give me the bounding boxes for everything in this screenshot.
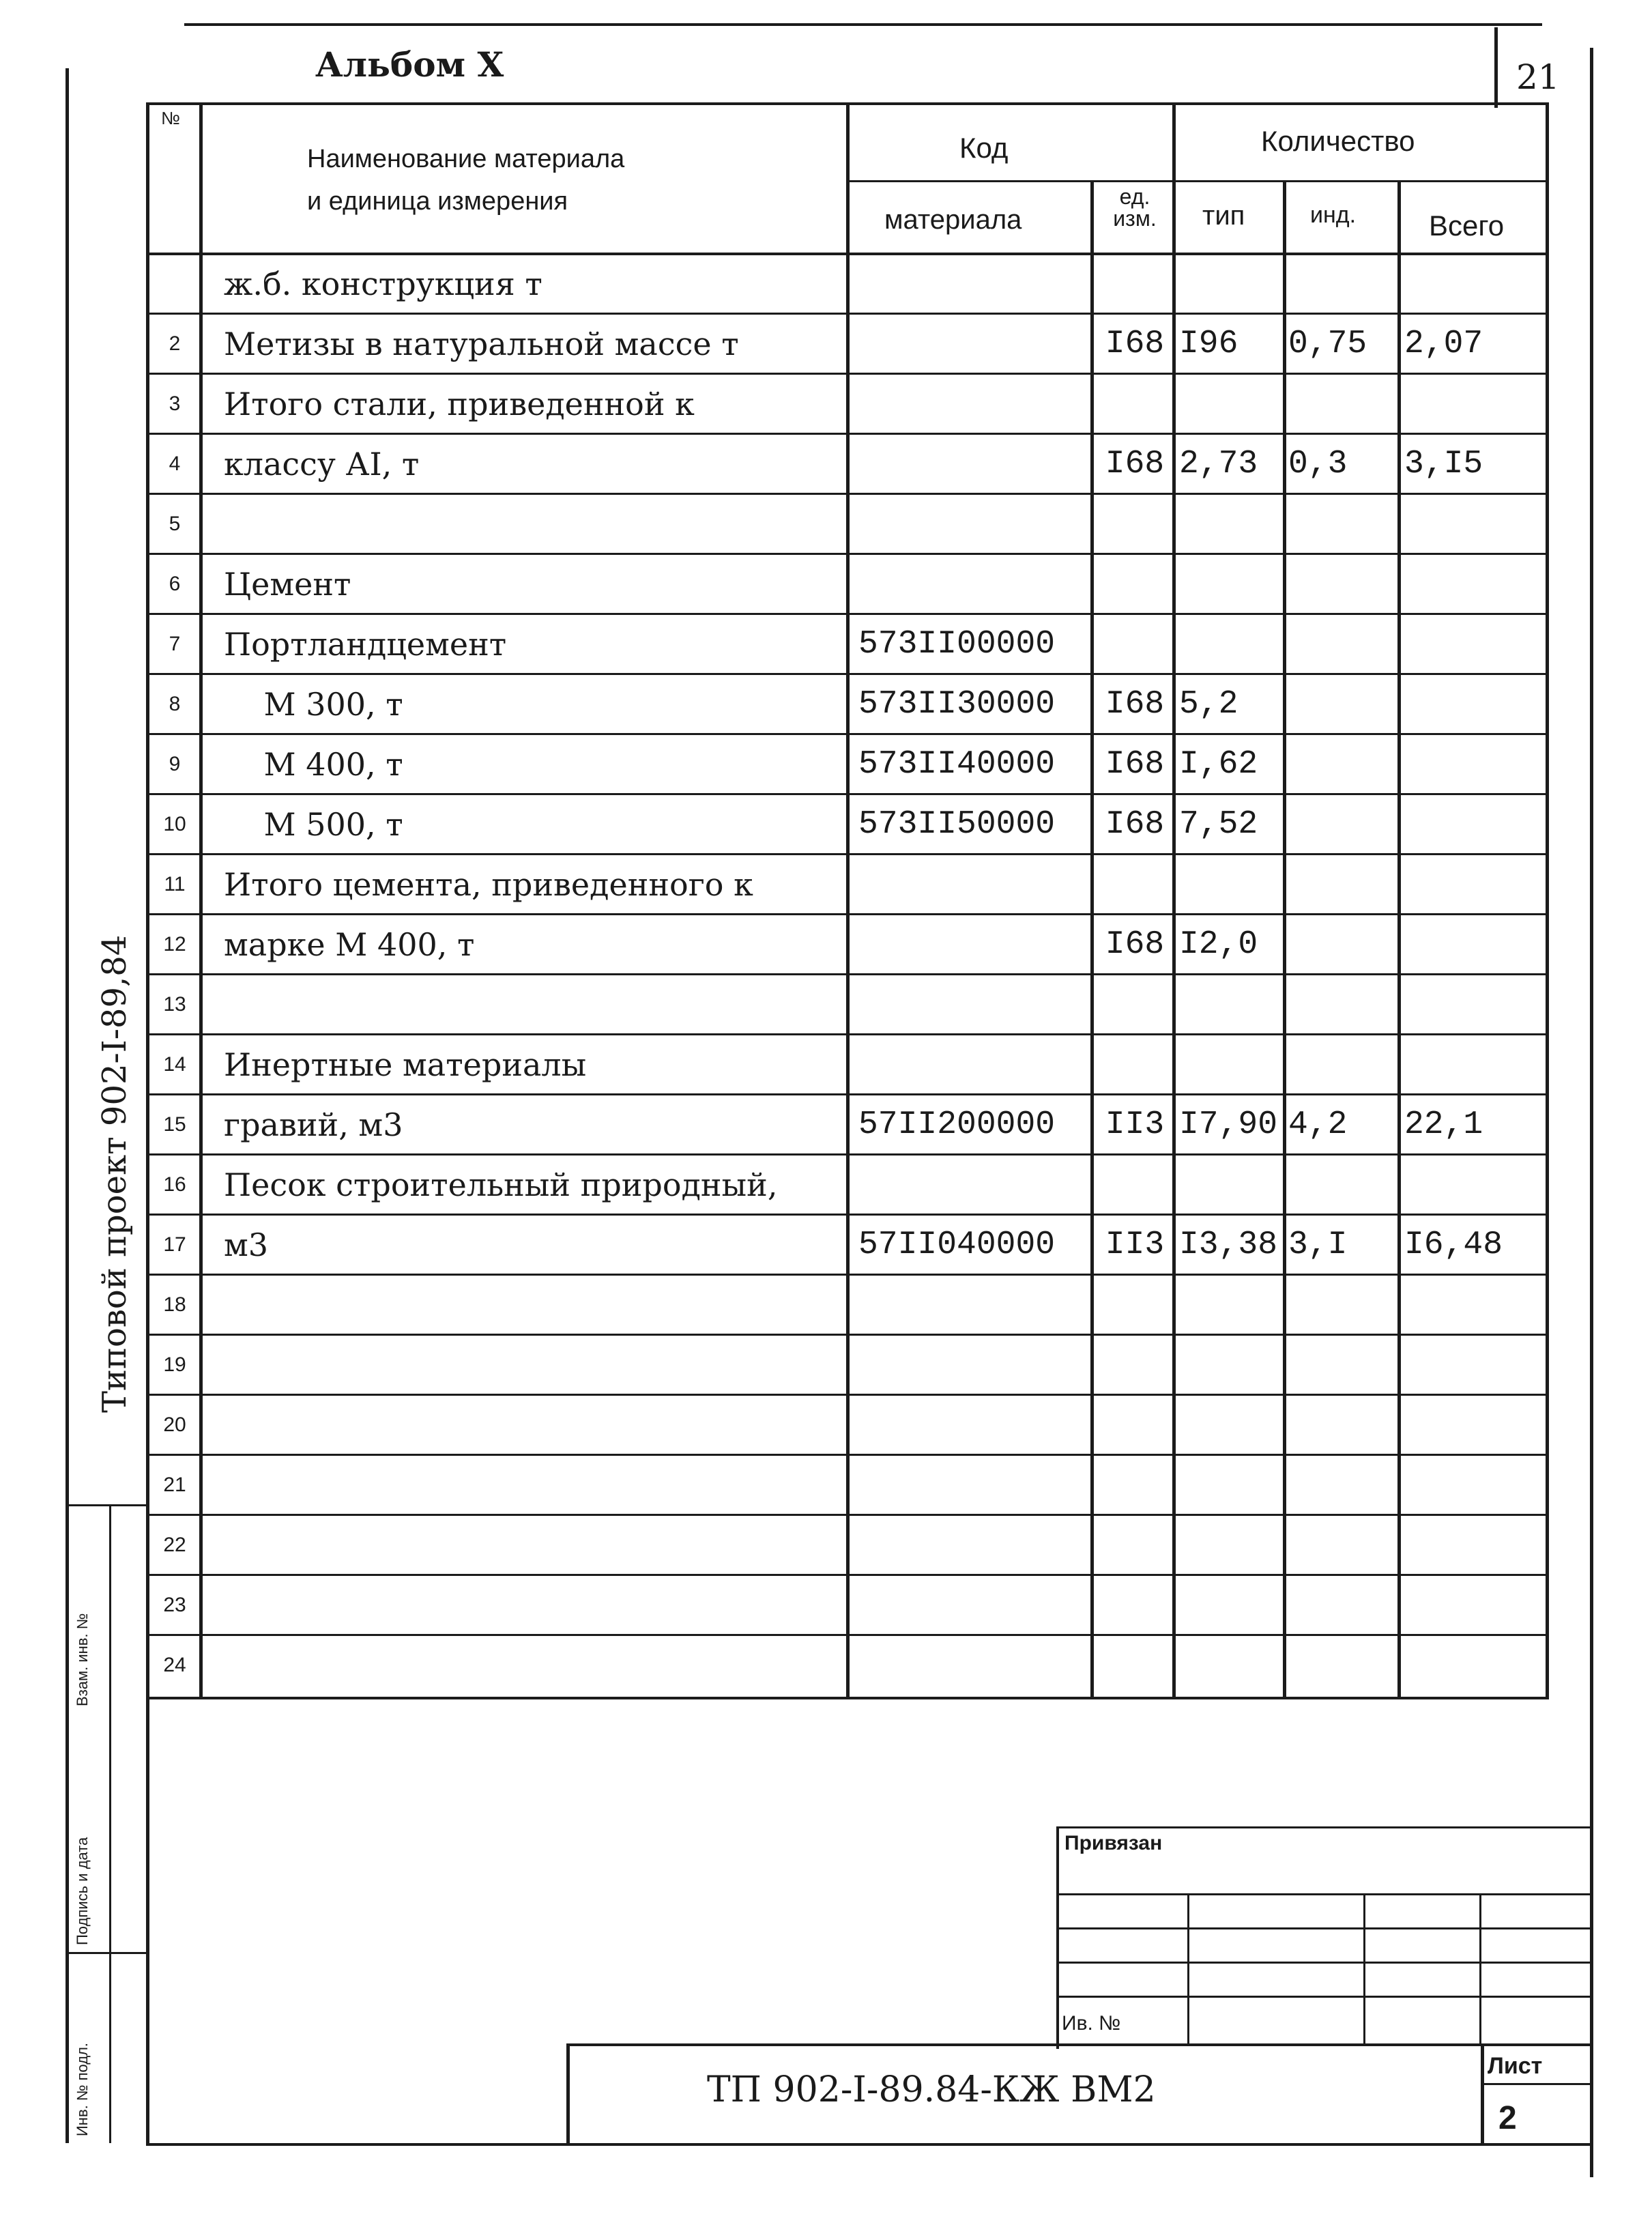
qty-typ: 7,52 — [1179, 806, 1258, 843]
row-number: 2 — [169, 332, 181, 355]
material-name — [224, 1335, 845, 1395]
material-name — [224, 1395, 845, 1455]
material-code — [858, 1395, 1084, 1455]
unit-code: I68 — [1105, 446, 1165, 483]
col-code: Код — [959, 132, 1009, 164]
qty-ind — [1288, 254, 1391, 314]
material-code — [858, 1635, 1084, 1695]
unit-code — [1097, 254, 1172, 314]
qty-typ — [1179, 1275, 1281, 1335]
inv-replace-label: Взам. инв. № — [74, 1613, 91, 1706]
col-quantity: Количество — [1261, 125, 1415, 157]
row-number: 24 — [163, 1654, 186, 1676]
material-name: Цемент — [224, 566, 351, 603]
unit-code — [1097, 1275, 1172, 1335]
sheet-label: Лист — [1488, 2053, 1543, 2079]
qty-ind — [1288, 855, 1391, 915]
qty-ind — [1288, 1035, 1391, 1095]
material-code: 57II200000 — [858, 1106, 1056, 1143]
qty-typ — [1179, 614, 1281, 674]
qty-typ — [1179, 855, 1281, 915]
row-number: 3 — [169, 392, 181, 415]
col-name-line2: и единица измерения — [307, 187, 568, 216]
qty-total — [1404, 1395, 1541, 1455]
material-code — [858, 494, 1084, 554]
material-code: 573II40000 — [858, 746, 1056, 783]
qty-typ — [1179, 1515, 1281, 1575]
material-name: Песок строительный природный, — [224, 1166, 778, 1203]
col-unit: ед. изм. — [1113, 184, 1157, 231]
qty-typ — [1179, 975, 1281, 1035]
table-row — [0, 674, 1652, 734]
table-row — [0, 975, 1652, 1035]
qty-ind: 0,3 — [1288, 446, 1348, 483]
table-row — [0, 1335, 1652, 1395]
col-total: Всего — [1429, 210, 1505, 242]
qty-total — [1404, 1275, 1541, 1335]
qty-total — [1404, 734, 1541, 794]
material-name: Итого стали, приведенной к — [224, 386, 695, 422]
qty-total: I6,48 — [1404, 1226, 1503, 1263]
qty-ind — [1288, 494, 1391, 554]
unit-code: II3 — [1105, 1226, 1165, 1263]
table-row — [0, 314, 1652, 374]
unit-code — [1097, 374, 1172, 434]
table-row — [0, 1515, 1652, 1575]
material-name — [224, 494, 845, 554]
qty-typ — [1179, 554, 1281, 614]
sheet-value: 2 — [1498, 2100, 1517, 2136]
row-number: 12 — [163, 933, 186, 956]
col-typ: тип — [1202, 201, 1245, 231]
unit-code — [1097, 1515, 1172, 1575]
unit-code: I68 — [1105, 326, 1165, 362]
qty-ind — [1288, 1515, 1391, 1575]
material-name: Метизы в натуральной массе т — [224, 326, 739, 362]
material-name: классу АI, т — [224, 446, 420, 483]
material-code — [858, 1575, 1084, 1635]
unit-code — [1097, 1575, 1172, 1635]
qty-total — [1404, 1035, 1541, 1095]
material-code: 573II00000 — [858, 626, 1056, 663]
qty-typ — [1179, 1335, 1281, 1395]
material-name: м3 — [224, 1226, 269, 1263]
qty-typ: I7,90 — [1179, 1106, 1278, 1143]
unit-code — [1097, 1335, 1172, 1395]
qty-ind — [1288, 1275, 1391, 1335]
row-number: 8 — [169, 693, 181, 715]
qty-total — [1404, 1575, 1541, 1635]
qty-typ: 5,2 — [1179, 686, 1238, 723]
qty-ind — [1288, 915, 1391, 975]
qty-typ — [1179, 1035, 1281, 1095]
unit-code: I68 — [1105, 926, 1165, 963]
row-number: 15 — [163, 1113, 186, 1136]
material-code — [858, 1155, 1084, 1215]
qty-total — [1404, 494, 1541, 554]
material-name: М 500, т — [224, 806, 403, 843]
material-name: марке М 400, т — [224, 926, 475, 963]
qty-typ: I,62 — [1179, 746, 1258, 783]
qty-total — [1404, 374, 1541, 434]
qty-ind — [1288, 554, 1391, 614]
row-number: 17 — [163, 1233, 186, 1256]
col-ind: инд. — [1310, 202, 1357, 228]
unit-code — [1097, 1155, 1172, 1215]
row-number: 21 — [163, 1474, 186, 1496]
row-number: 14 — [163, 1053, 186, 1076]
unit-code — [1097, 855, 1172, 915]
unit-code — [1097, 1035, 1172, 1095]
qty-total — [1404, 915, 1541, 975]
material-name: М 300, т — [224, 686, 403, 723]
unit-code — [1097, 1635, 1172, 1695]
material-code — [858, 915, 1084, 975]
material-name — [224, 1635, 845, 1695]
table-row — [0, 494, 1652, 554]
qty-ind — [1288, 1635, 1391, 1695]
table-row — [0, 374, 1652, 434]
qty-total — [1404, 1155, 1541, 1215]
table-row — [0, 1635, 1652, 1695]
table-row — [0, 1275, 1652, 1335]
unit-code — [1097, 614, 1172, 674]
unit-code: I68 — [1105, 806, 1165, 843]
material-code: 573II50000 — [858, 806, 1056, 843]
col-name-line1: Наименование материала — [307, 145, 625, 173]
qty-total: 2,07 — [1404, 326, 1483, 362]
table-row — [0, 734, 1652, 794]
table-row — [0, 1455, 1652, 1515]
document-designation: ТП 902-I-89.84-КЖ ВМ2 — [707, 2069, 1156, 2110]
table-row — [0, 1215, 1652, 1275]
material-name: М 400, т — [224, 746, 403, 783]
inv-orig-label: Инв. № подл. — [74, 2042, 91, 2136]
material-code — [858, 314, 1084, 374]
col-row-no: № — [161, 108, 180, 128]
table-row — [0, 254, 1652, 314]
material-code — [858, 1035, 1084, 1095]
material-name: Итого цемента, приведенного к — [224, 866, 753, 903]
material-name — [224, 1275, 845, 1335]
material-name: ж.б. конструкция т — [224, 265, 542, 302]
qty-typ — [1179, 1455, 1281, 1515]
row-number: 23 — [163, 1594, 186, 1616]
row-number: 16 — [163, 1173, 186, 1196]
material-code — [858, 1275, 1084, 1335]
qty-total — [1404, 1335, 1541, 1395]
qty-total — [1404, 855, 1541, 915]
table-row — [0, 1395, 1652, 1455]
unit-code — [1097, 975, 1172, 1035]
qty-total — [1404, 1515, 1541, 1575]
qty-typ — [1179, 1575, 1281, 1635]
material-code — [858, 254, 1084, 314]
qty-total — [1404, 554, 1541, 614]
qty-ind — [1288, 1395, 1391, 1455]
inv-no-label: Ив. № — [1062, 2012, 1121, 2035]
table-row — [0, 554, 1652, 614]
qty-typ: I3,38 — [1179, 1226, 1278, 1263]
qty-ind: 4,2 — [1288, 1106, 1348, 1143]
material-code: 57II040000 — [858, 1226, 1056, 1263]
row-number: 13 — [163, 993, 186, 1016]
table-row — [0, 1035, 1652, 1095]
attached-label: Привязан — [1064, 1832, 1163, 1854]
material-code — [858, 1455, 1084, 1515]
table-row — [0, 915, 1652, 975]
qty-ind — [1288, 1155, 1391, 1215]
qty-ind — [1288, 674, 1391, 734]
row-number: 20 — [163, 1413, 186, 1436]
qty-typ — [1179, 494, 1281, 554]
qty-typ: I96 — [1179, 326, 1238, 362]
table-row — [0, 614, 1652, 674]
row-number: 11 — [164, 873, 186, 895]
qty-ind — [1288, 794, 1391, 855]
qty-total: 3,I5 — [1404, 446, 1483, 483]
qty-total — [1404, 614, 1541, 674]
unit-code — [1097, 1395, 1172, 1455]
qty-total — [1404, 254, 1541, 314]
row-number: 18 — [163, 1293, 186, 1316]
qty-total — [1404, 794, 1541, 855]
qty-ind — [1288, 614, 1391, 674]
unit-code: II3 — [1105, 1106, 1165, 1143]
qty-total — [1404, 1635, 1541, 1695]
material-name: Инертные материалы — [224, 1046, 587, 1083]
row-number: 10 — [163, 813, 186, 835]
row-number: 5 — [169, 513, 181, 535]
table-row — [0, 1095, 1652, 1155]
unit-code: I68 — [1105, 686, 1165, 723]
material-code — [858, 554, 1084, 614]
qty-ind — [1288, 975, 1391, 1035]
qty-ind — [1288, 1575, 1391, 1635]
unit-code — [1097, 494, 1172, 554]
qty-total — [1404, 674, 1541, 734]
table-row — [0, 794, 1652, 855]
qty-typ — [1179, 374, 1281, 434]
unit-code — [1097, 1455, 1172, 1515]
table-row — [0, 1155, 1652, 1215]
qty-ind: 0,75 — [1288, 326, 1367, 362]
material-name — [224, 1455, 845, 1515]
unit-code — [1097, 554, 1172, 614]
table-row — [0, 1575, 1652, 1635]
qty-typ — [1179, 1395, 1281, 1455]
row-number: 22 — [163, 1534, 186, 1556]
qty-typ: 2,73 — [1179, 446, 1258, 483]
album-title: Альбом X — [315, 44, 504, 85]
qty-ind — [1288, 374, 1391, 434]
material-code: 573II30000 — [858, 686, 1056, 723]
qty-typ — [1179, 1155, 1281, 1215]
row-number: 9 — [169, 753, 181, 775]
material-name: гравий, м3 — [224, 1106, 403, 1143]
material-code — [858, 1515, 1084, 1575]
row-number: 19 — [163, 1353, 186, 1376]
material-code — [858, 975, 1084, 1035]
qty-ind — [1288, 734, 1391, 794]
qty-total — [1404, 975, 1541, 1035]
qty-total — [1404, 1455, 1541, 1515]
qty-typ — [1179, 254, 1281, 314]
material-name — [224, 1515, 845, 1575]
material-name: Портландцемент — [224, 626, 507, 663]
row-number: 4 — [169, 453, 181, 475]
sign-date-label: Подпись и дата — [74, 1837, 91, 1945]
qty-total: 22,1 — [1404, 1106, 1483, 1143]
qty-ind — [1288, 1335, 1391, 1395]
qty-ind: 3,I — [1288, 1226, 1348, 1263]
material-code — [858, 855, 1084, 915]
material-code — [858, 434, 1084, 494]
material-code — [858, 1335, 1084, 1395]
material-code — [858, 374, 1084, 434]
project-vertical-label: Типовой проект 902-I-89,84 — [96, 934, 134, 1413]
sheet-number: 21 — [1516, 57, 1560, 97]
table-row — [0, 855, 1652, 915]
qty-typ — [1179, 1635, 1281, 1695]
row-number: 6 — [169, 573, 181, 595]
col-material: материала — [884, 205, 1022, 235]
qty-typ: I2,0 — [1179, 926, 1258, 963]
row-number: 7 — [169, 633, 181, 655]
material-name — [224, 975, 845, 1035]
qty-ind — [1288, 1455, 1391, 1515]
table-row — [0, 434, 1652, 494]
row-number — [156, 254, 194, 314]
material-name — [224, 1575, 845, 1635]
unit-code: I68 — [1105, 746, 1165, 783]
